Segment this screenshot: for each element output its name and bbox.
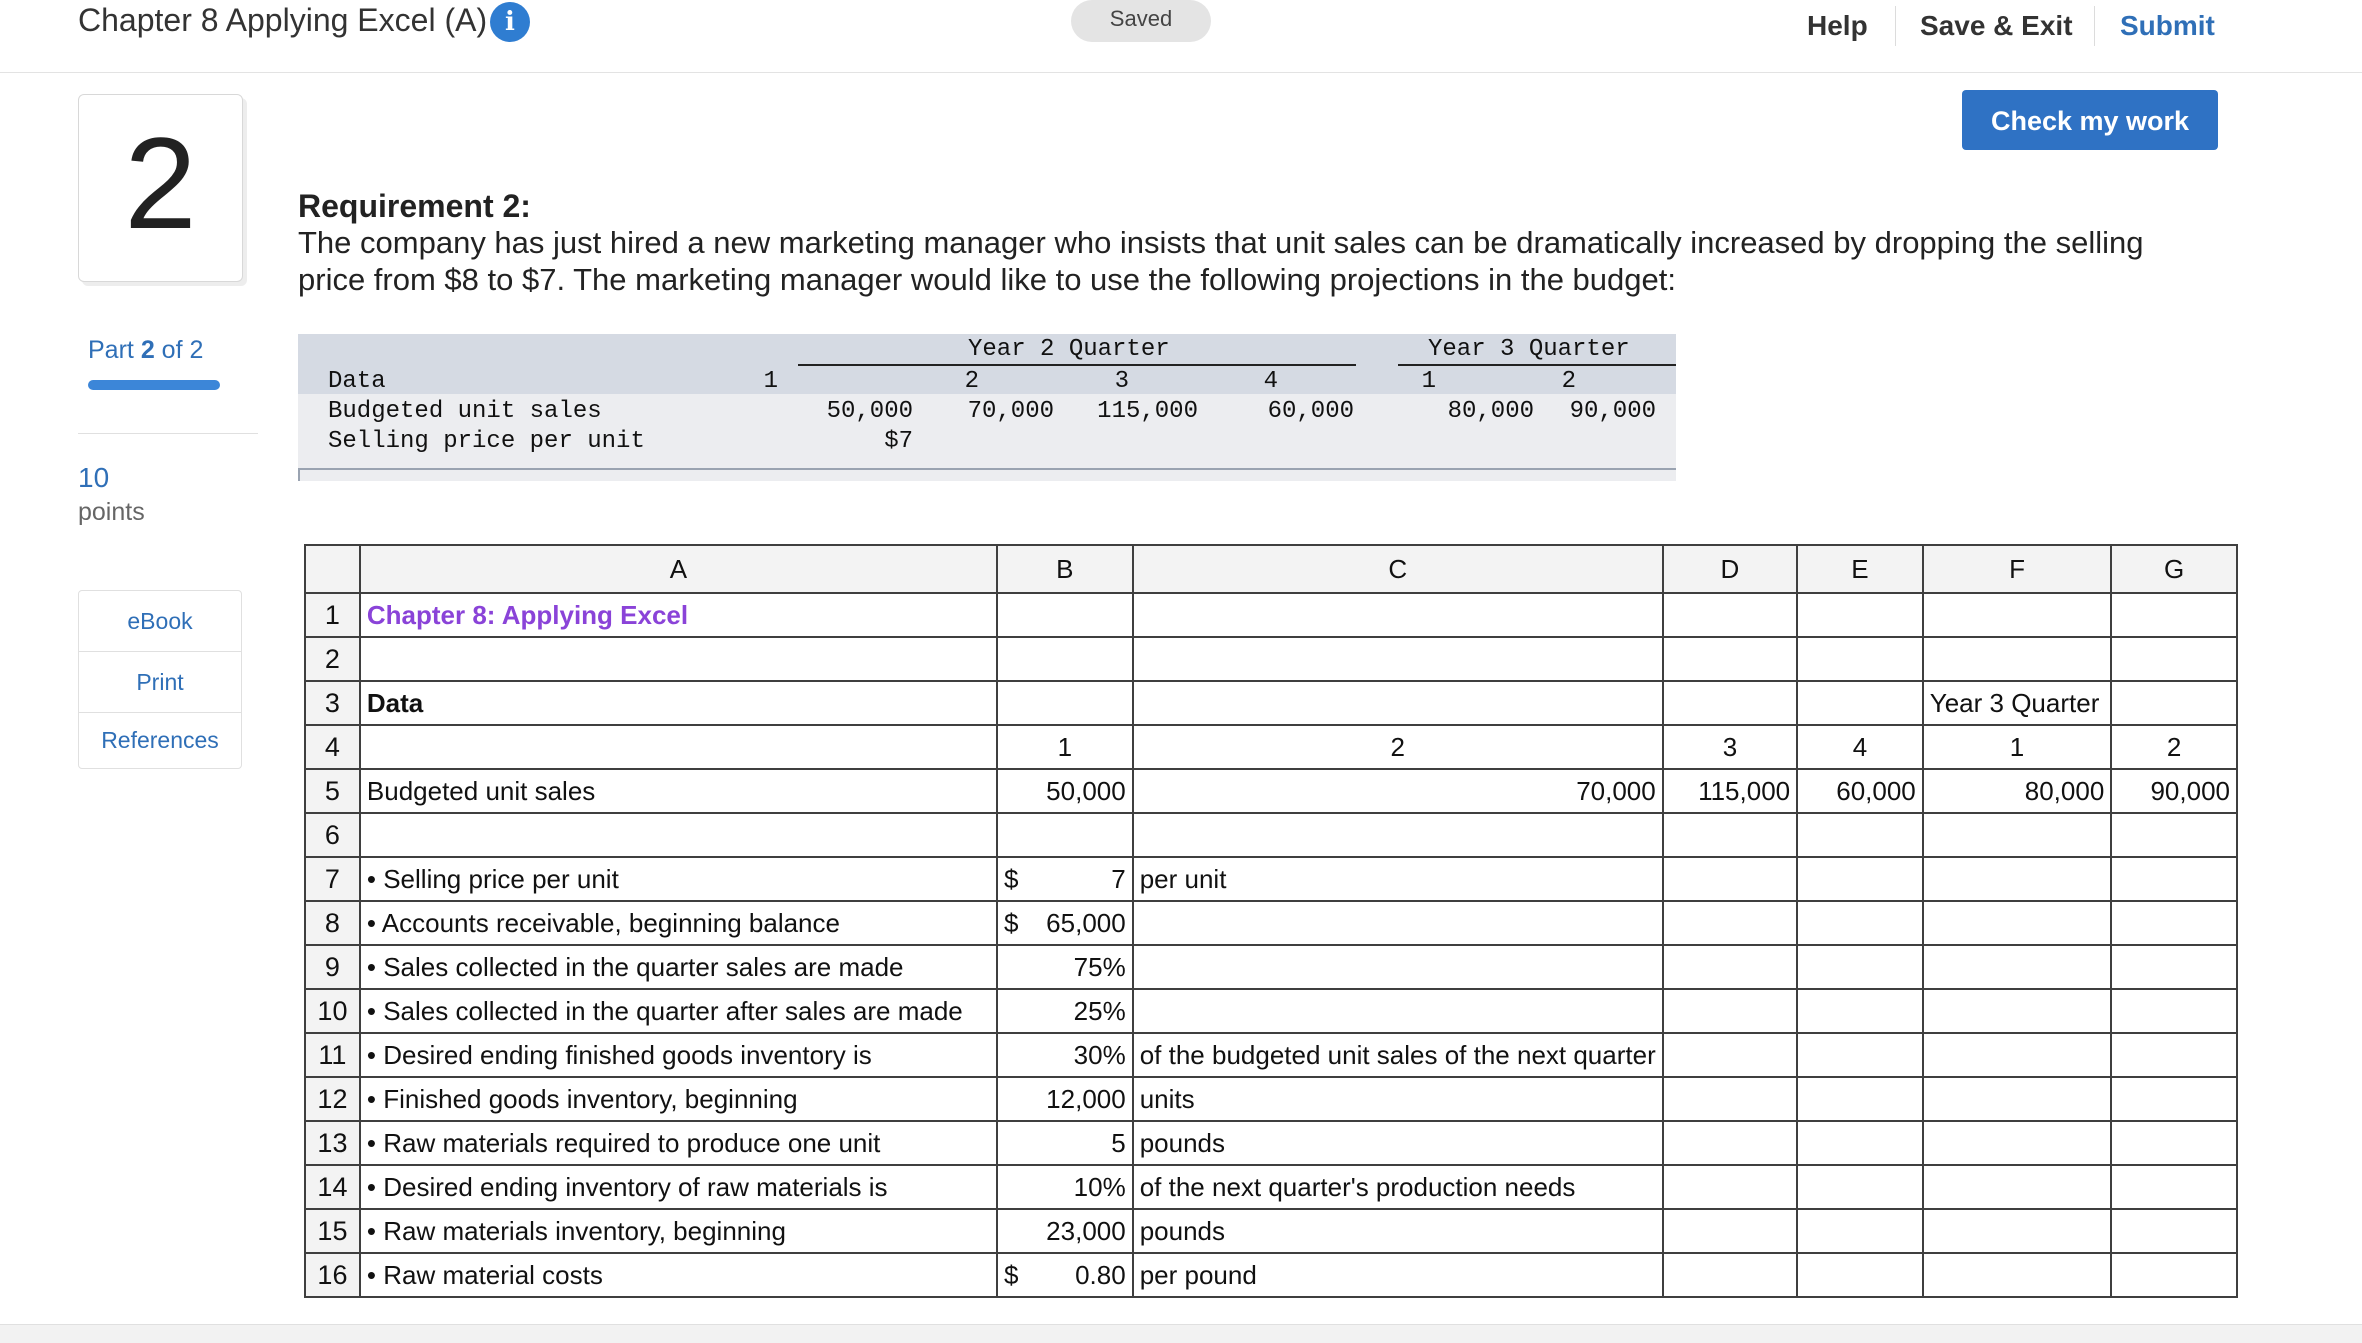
save-exit-link[interactable]: Save & Exit bbox=[1920, 10, 2073, 41]
cell-b4[interactable]: 1 bbox=[997, 725, 1133, 769]
check-my-work-button[interactable]: Check my work bbox=[1962, 90, 2218, 150]
row-number[interactable]: 8 bbox=[305, 901, 360, 945]
table-row bbox=[305, 857, 2237, 901]
cell-d16[interactable] bbox=[1663, 1253, 1797, 1297]
cell-b2[interactable] bbox=[997, 637, 1133, 681]
assignment-title: Chapter 8 Applying Excel (A) bbox=[78, 2, 488, 38]
part-suffix: of 2 bbox=[161, 336, 204, 364]
cell-c4[interactable]: 2 bbox=[1133, 725, 1663, 769]
cell-g16[interactable] bbox=[2111, 1253, 2237, 1297]
cell-c9[interactable] bbox=[1133, 945, 1663, 989]
spreadsheet-grid bbox=[304, 544, 2238, 1298]
cell-b5[interactable]: 50,000 bbox=[997, 769, 1133, 813]
cell-a15[interactable]: • Raw materials inventory, beginning bbox=[360, 1209, 997, 1253]
cell-g4[interactable]: 2 bbox=[2111, 725, 2237, 769]
requirement-title: Requirement 2: bbox=[298, 188, 531, 224]
cell-e6[interactable] bbox=[1797, 813, 1923, 857]
table-row bbox=[305, 1253, 2237, 1297]
cell-f2[interactable] bbox=[1923, 637, 2112, 681]
currency-amount: 0.80 bbox=[1075, 1259, 1126, 1290]
question-number: 2 bbox=[124, 110, 197, 256]
row-number[interactable]: 15 bbox=[305, 1209, 360, 1253]
row-number[interactable]: 4 bbox=[305, 725, 360, 769]
cell-c5[interactable]: 70,000 bbox=[1133, 769, 1663, 813]
table-row bbox=[305, 1165, 2237, 1209]
currency-value bbox=[1004, 1260, 1126, 1291]
requirement-text: The company has just hired a new marketing manager who insists that unit sales can be dramatically increased by dropping the selling price from $8 to $7. The marketing manager would like to use the following projections in the budget: bbox=[298, 225, 2144, 297]
column-header-c[interactable]: C bbox=[1133, 545, 1663, 593]
cell-b10[interactable]: 25% bbox=[997, 989, 1133, 1033]
header-divider bbox=[1895, 6, 1896, 46]
cell-b12[interactable]: 12,000 bbox=[997, 1077, 1133, 1121]
data-panel-scroll-handle[interactable] bbox=[298, 468, 300, 481]
cell-g9[interactable] bbox=[2111, 945, 2237, 989]
cell-e8[interactable] bbox=[1797, 901, 1923, 945]
budgeted-sales-label: Budgeted unit sales bbox=[328, 398, 602, 425]
cell-f7[interactable] bbox=[1923, 857, 2112, 901]
cell-c7[interactable]: per unit bbox=[1133, 857, 1663, 901]
cell-e4[interactable]: 4 bbox=[1797, 725, 1923, 769]
cell-f6[interactable] bbox=[1923, 813, 2112, 857]
cell-f16[interactable] bbox=[1923, 1253, 2112, 1297]
info-icon[interactable]: i bbox=[490, 2, 530, 42]
cell-e11[interactable] bbox=[1797, 1033, 1923, 1077]
column-header-row bbox=[305, 545, 2237, 593]
year2-quarter-label: Year 2 Quarter bbox=[968, 336, 1170, 363]
cell-f15[interactable] bbox=[1923, 1209, 2112, 1253]
cell-d9[interactable] bbox=[1663, 945, 1797, 989]
cell-d11[interactable] bbox=[1663, 1033, 1797, 1077]
cell-a2[interactable] bbox=[360, 637, 997, 681]
table-row bbox=[305, 989, 2237, 1033]
cell-e5[interactable]: 60,000 bbox=[1797, 769, 1923, 813]
cell-d2[interactable] bbox=[1663, 637, 1797, 681]
cell-g13[interactable] bbox=[2111, 1121, 2237, 1165]
part-prefix: Part bbox=[88, 336, 134, 364]
row-number[interactable]: 13 bbox=[305, 1121, 360, 1165]
sales-value: 115,000 bbox=[1097, 398, 1198, 425]
quarter-header: 3 bbox=[1114, 368, 1129, 395]
cell-b7[interactable] bbox=[997, 857, 1133, 901]
cell-d12[interactable] bbox=[1663, 1077, 1797, 1121]
cell-e14[interactable] bbox=[1797, 1165, 1923, 1209]
quarter-header: 2 bbox=[1561, 368, 1576, 395]
cell-g2[interactable] bbox=[2111, 637, 2237, 681]
currency-value bbox=[1004, 864, 1126, 895]
sales-value: 60,000 bbox=[1267, 398, 1354, 425]
cell-f14[interactable] bbox=[1923, 1165, 2112, 1209]
cell-a8[interactable]: • Accounts receivable, beginning balance bbox=[360, 901, 997, 945]
cell-d4[interactable]: 3 bbox=[1663, 725, 1797, 769]
row-number[interactable]: 16 bbox=[305, 1253, 360, 1297]
selling-price-value: $7 bbox=[884, 428, 913, 455]
submit-link[interactable]: Submit bbox=[2120, 10, 2215, 41]
data-panel-scrollbar[interactable] bbox=[298, 468, 1676, 470]
currency-amount: 65,000 bbox=[1046, 907, 1126, 938]
column-header-b[interactable]: B bbox=[997, 545, 1133, 593]
currency-value bbox=[1004, 908, 1126, 939]
column-header-a[interactable]: A bbox=[360, 545, 997, 593]
row-number[interactable]: 5 bbox=[305, 769, 360, 813]
cell-d15[interactable] bbox=[1663, 1209, 1797, 1253]
cell-g12[interactable] bbox=[2111, 1077, 2237, 1121]
cell-e16[interactable] bbox=[1797, 1253, 1923, 1297]
table-row bbox=[305, 1121, 2237, 1165]
cell-a4[interactable] bbox=[360, 725, 997, 769]
cell-g1[interactable] bbox=[2111, 593, 2237, 637]
cell-b6[interactable] bbox=[997, 813, 1133, 857]
cell-e7[interactable] bbox=[1797, 857, 1923, 901]
cell-c1[interactable] bbox=[1133, 593, 1663, 637]
currency-symbol: $ bbox=[1003, 1259, 1019, 1290]
corner-cell[interactable] bbox=[305, 545, 360, 593]
row-number[interactable]: 11 bbox=[305, 1033, 360, 1077]
row-number[interactable]: 2 bbox=[305, 637, 360, 681]
currency-symbol: $ bbox=[1003, 907, 1019, 938]
selling-price-label: Selling price per unit bbox=[328, 428, 645, 455]
cell-f11[interactable] bbox=[1923, 1033, 2112, 1077]
table-row bbox=[305, 901, 2237, 945]
row-number[interactable]: 3 bbox=[305, 681, 360, 725]
table-row bbox=[305, 637, 2237, 681]
data-panel bbox=[298, 334, 1676, 481]
cell-b15[interactable]: 23,000 bbox=[997, 1209, 1133, 1253]
cell-b8[interactable] bbox=[997, 901, 1133, 945]
quarter-header: 1 bbox=[763, 368, 778, 395]
cell-b3[interactable] bbox=[997, 681, 1133, 725]
quarter-header: 4 bbox=[1263, 368, 1278, 395]
column-header-g[interactable]: G bbox=[2111, 545, 2237, 593]
row-number[interactable]: 6 bbox=[305, 813, 360, 857]
table-row bbox=[305, 593, 2237, 637]
quarter-header: 2 bbox=[964, 368, 979, 395]
top-bar bbox=[0, 0, 2362, 73]
cell-f8[interactable] bbox=[1923, 901, 2112, 945]
print-link[interactable]: Print bbox=[79, 652, 241, 713]
cell-e3[interactable] bbox=[1797, 681, 1923, 725]
cell-d3[interactable] bbox=[1663, 681, 1797, 725]
part-current: 2 bbox=[140, 336, 155, 364]
cell-a11[interactable]: • Desired ending finished goods inventory is bbox=[360, 1033, 997, 1077]
cell-c12[interactable]: units bbox=[1133, 1077, 1663, 1121]
cell-d13[interactable] bbox=[1663, 1121, 1797, 1165]
cell-a1[interactable]: Chapter 8: Applying Excel bbox=[360, 593, 997, 637]
currency-symbol: $ bbox=[1003, 863, 1019, 894]
cell-b9[interactable]: 75% bbox=[997, 945, 1133, 989]
cell-c14[interactable]: of the next quarter's production needs bbox=[1133, 1165, 1663, 1209]
cell-e10[interactable] bbox=[1797, 989, 1923, 1033]
cell-g5[interactable]: 90,000 bbox=[2111, 769, 2237, 813]
row-number[interactable]: 10 bbox=[305, 989, 360, 1033]
cell-g15[interactable] bbox=[2111, 1209, 2237, 1253]
currency-amount: 7 bbox=[1111, 863, 1126, 894]
cell-a16[interactable]: • Raw material costs bbox=[360, 1253, 997, 1297]
year3-quarter-label: Year 3 Quarter bbox=[1428, 336, 1630, 363]
cell-d7[interactable] bbox=[1663, 857, 1797, 901]
resource-links bbox=[78, 590, 242, 769]
cell-g7[interactable] bbox=[2111, 857, 2237, 901]
cell-f4[interactable]: 1 bbox=[1923, 725, 2112, 769]
cell-g8[interactable] bbox=[2111, 901, 2237, 945]
cell-b16[interactable] bbox=[997, 1253, 1133, 1297]
table-row bbox=[305, 725, 2237, 769]
cell-f9[interactable] bbox=[1923, 945, 2112, 989]
cell-a5[interactable]: Budgeted unit sales bbox=[360, 769, 997, 813]
table-row bbox=[305, 769, 2237, 813]
cell-b14[interactable]: 10% bbox=[997, 1165, 1133, 1209]
column-header-e[interactable]: E bbox=[1797, 545, 1923, 593]
cell-g6[interactable] bbox=[2111, 813, 2237, 857]
column-header-d[interactable]: D bbox=[1663, 545, 1797, 593]
cell-a6[interactable] bbox=[360, 813, 997, 857]
data-header: Data bbox=[328, 368, 386, 395]
points-label: points bbox=[78, 498, 145, 526]
quarter-header: 1 bbox=[1421, 368, 1436, 395]
cell-a13[interactable]: • Raw materials required to produce one unit bbox=[360, 1121, 997, 1165]
cell-a7[interactable]: • Selling price per unit bbox=[360, 857, 997, 901]
part-progress-bar bbox=[88, 380, 220, 390]
cell-a3[interactable]: Data bbox=[360, 681, 997, 725]
table-row bbox=[305, 1033, 2237, 1077]
cell-e2[interactable] bbox=[1797, 637, 1923, 681]
cell-g3[interactable] bbox=[2111, 681, 2237, 725]
spreadsheet bbox=[304, 544, 2238, 1320]
cell-g14[interactable] bbox=[2111, 1165, 2237, 1209]
row-number[interactable]: 1 bbox=[305, 593, 360, 637]
cell-f10[interactable] bbox=[1923, 989, 2112, 1033]
cell-d6[interactable] bbox=[1663, 813, 1797, 857]
cell-f1[interactable] bbox=[1923, 593, 2112, 637]
footer-strip bbox=[0, 1324, 2362, 1343]
cell-c15[interactable]: pounds bbox=[1133, 1209, 1663, 1253]
sales-value: 70,000 bbox=[967, 398, 1054, 425]
cell-f13[interactable] bbox=[1923, 1121, 2112, 1165]
cell-b11[interactable]: 30% bbox=[997, 1033, 1133, 1077]
question-number-card bbox=[78, 94, 243, 282]
cell-c6[interactable] bbox=[1133, 813, 1663, 857]
cell-e15[interactable] bbox=[1797, 1209, 1923, 1253]
cell-e1[interactable] bbox=[1797, 593, 1923, 637]
table-row bbox=[305, 681, 2237, 725]
table-row bbox=[305, 945, 2237, 989]
table-row bbox=[305, 1077, 2237, 1121]
references-link[interactable]: References bbox=[101, 727, 219, 753]
cell-c10[interactable] bbox=[1133, 989, 1663, 1033]
cell-a14[interactable]: • Desired ending inventory of raw materials is bbox=[360, 1165, 997, 1209]
cell-f12[interactable] bbox=[1923, 1077, 2112, 1121]
cell-e13[interactable] bbox=[1797, 1121, 1923, 1165]
cell-a12[interactable]: • Finished goods inventory, beginning bbox=[360, 1077, 997, 1121]
cell-g11[interactable] bbox=[2111, 1033, 2237, 1077]
cell-a9[interactable]: • Sales collected in the quarter sales are made bbox=[360, 945, 997, 989]
cell-d5[interactable]: 115,000 bbox=[1663, 769, 1797, 813]
cell-g10[interactable] bbox=[2111, 989, 2237, 1033]
cell-d10[interactable] bbox=[1663, 989, 1797, 1033]
ebook-link[interactable]: eBook bbox=[79, 591, 241, 652]
row-number[interactable]: 14 bbox=[305, 1165, 360, 1209]
row-number[interactable]: 9 bbox=[305, 945, 360, 989]
help-link[interactable]: Help bbox=[1807, 10, 1868, 41]
row-number[interactable]: 7 bbox=[305, 857, 360, 901]
cell-e9[interactable] bbox=[1797, 945, 1923, 989]
cell-d1[interactable] bbox=[1663, 593, 1797, 637]
cell-c11[interactable]: of the budgeted unit sales of the next quarter bbox=[1133, 1033, 1663, 1077]
row-number[interactable]: 12 bbox=[305, 1077, 360, 1121]
cell-d8[interactable] bbox=[1663, 901, 1797, 945]
cell-d14[interactable] bbox=[1663, 1165, 1797, 1209]
cell-c8[interactable] bbox=[1133, 901, 1663, 945]
column-header-f[interactable]: F bbox=[1923, 545, 2112, 593]
cell-f3[interactable]: Year 3 Quarter bbox=[1923, 681, 2112, 725]
rail-divider bbox=[78, 433, 258, 434]
saved-status: Saved bbox=[1071, 0, 1211, 42]
table-row bbox=[305, 813, 2237, 857]
sales-value: 50,000 bbox=[826, 398, 913, 425]
cell-c3[interactable] bbox=[1133, 681, 1663, 725]
cell-c16[interactable]: per pound bbox=[1133, 1253, 1663, 1297]
cell-c2[interactable] bbox=[1133, 637, 1663, 681]
sales-value: 80,000 bbox=[1447, 398, 1534, 425]
part-indicator bbox=[88, 336, 203, 365]
cell-e12[interactable] bbox=[1797, 1077, 1923, 1121]
year2-underline bbox=[798, 364, 1356, 366]
header-divider bbox=[2094, 6, 2095, 46]
cell-c13[interactable]: pounds bbox=[1133, 1121, 1663, 1165]
table-row bbox=[305, 1209, 2237, 1253]
cell-b1[interactable] bbox=[997, 593, 1133, 637]
cell-b13[interactable]: 5 bbox=[997, 1121, 1133, 1165]
cell-a10[interactable]: • Sales collected in the quarter after sales are made bbox=[360, 989, 997, 1033]
cell-f5[interactable]: 80,000 bbox=[1923, 769, 2112, 813]
points-value: 10 bbox=[78, 462, 110, 493]
year3-underline bbox=[1398, 364, 1676, 366]
sales-value: 90,000 bbox=[1569, 398, 1656, 425]
